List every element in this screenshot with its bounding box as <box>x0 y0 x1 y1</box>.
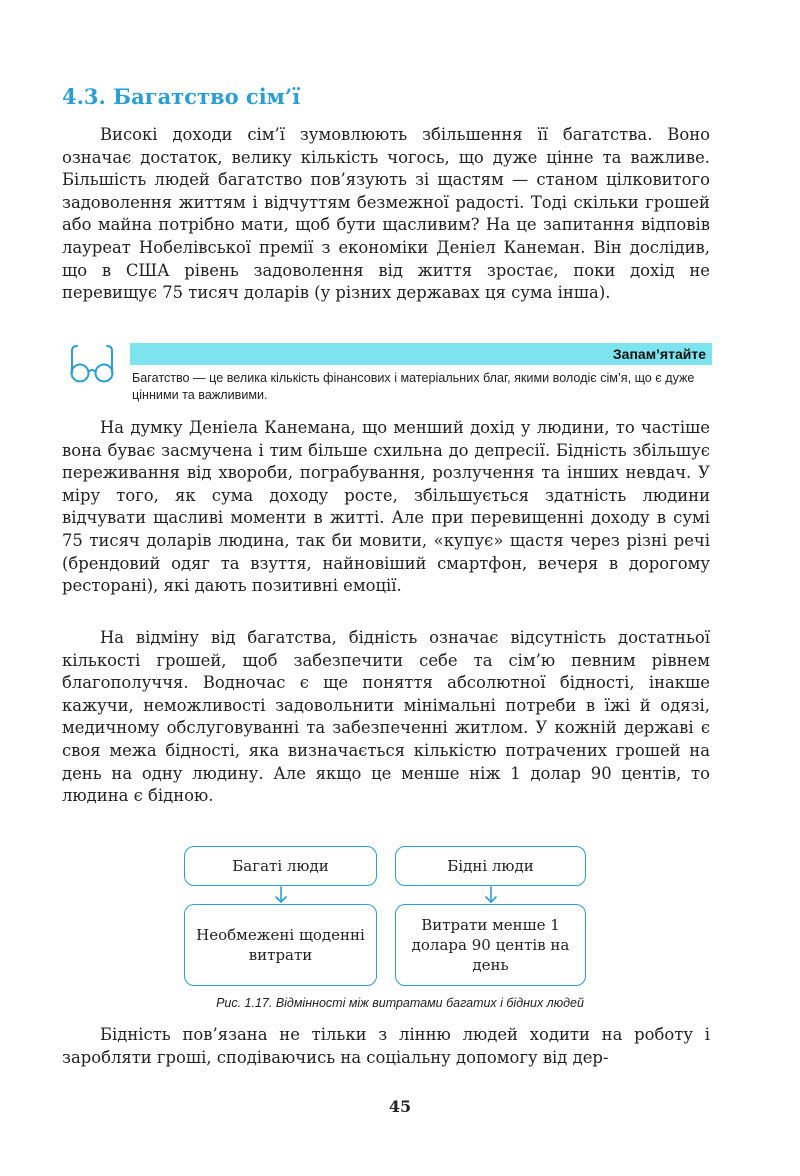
remember-definition: Багатство — це велика кількість фінансових і матеріальних благ, якими володіє сім’я, що є дуже цінними та важливими. <box>132 371 695 402</box>
unlimited-spending-box <box>184 904 377 986</box>
paragraph: На відміну від багатства, бідність означає відсутність достатньої кількості грошей, щоб забезпечити себе та сім’ю певним рівнем благополуччя. Водночас є ще поняття абсолютної бідності, інакше кажучи, неможливості задовольнити мінімальні потреби в їжі й одязі, медичному обслуговуванні та забезпеченні житлом. У кожній державі є своя межа бідності, яка визначається кількістю потрачених грошей на день на одну людину. Але якщо це менше ніж 1 долар 90 центів, то людина є бідною. <box>62 628 710 806</box>
poor-people-box <box>395 846 586 886</box>
limited-spending-box <box>395 904 586 986</box>
remember-label: Запам’ятайте <box>130 343 712 365</box>
rich-people-box <box>184 846 377 886</box>
rich-people-label: Багаті люди <box>232 857 329 875</box>
page-number: 45 <box>388 1097 412 1116</box>
limited-spending-text: Витрати менше 1 долара 90 центів на день <box>411 916 570 974</box>
arrow-down-icon <box>484 886 498 904</box>
figure-caption: Рис. 1.17. Відмінності між витратами багатих і бідних людей <box>216 996 584 1010</box>
section-title: 4.3. Багатство сім’ї <box>62 84 301 109</box>
poor-people-label: Бідні люди <box>447 857 534 875</box>
unlimited-spending-text: Необмежені щоденні витрати <box>196 926 365 964</box>
arrow-down-icon <box>274 886 288 904</box>
paragraph: На думку Деніела Канемана, що менший дохід у людини, то частіше вона буває засмучена і тим більше схильна до депресії. Бідність збільшує переживання від хвороби, пограбування, розлучення та інших невдач. У міру того, як сума доходу росте, збільшується здатність людини відчувати щасливі моменти в житті. Але при перевищенні доходу в сумі 75 тисяч доларів людина, так би мовити, «купує» щастя через різні речі (брендовий одяг та взуття, найновіший смартфон, вечеря в дорогому ресторані), які дають позитивні емоції. <box>62 418 710 596</box>
glasses-icon <box>60 343 124 385</box>
paragraph: Високі доходи сім’ї зумовлюють збільшення її багатства. Воно означає достаток, велику кількість чогось, що дуже цінне та важливе. Більшість людей багатство пов’язують зі щастям — станом цілковитого задоволення життям і відчуттям безмежної радості. Тоді скільки грошей або майна потрібно мати, щоб бути щасливим? На це запитання відповів лауреат Нобелівської премії з економіки Деніел Канеман. Він дослідив, що в США рівень задоволення від життя зростає, поки дохід не перевищує 75 тисяч доларів (у різних державах ця сума інша). <box>62 125 710 303</box>
paragraph: Бідність пов’язана не тільки з лінню людей ходити на роботу і заробляти гроші, сподіваючись на соціальну допомогу від дер- <box>62 1025 710 1067</box>
